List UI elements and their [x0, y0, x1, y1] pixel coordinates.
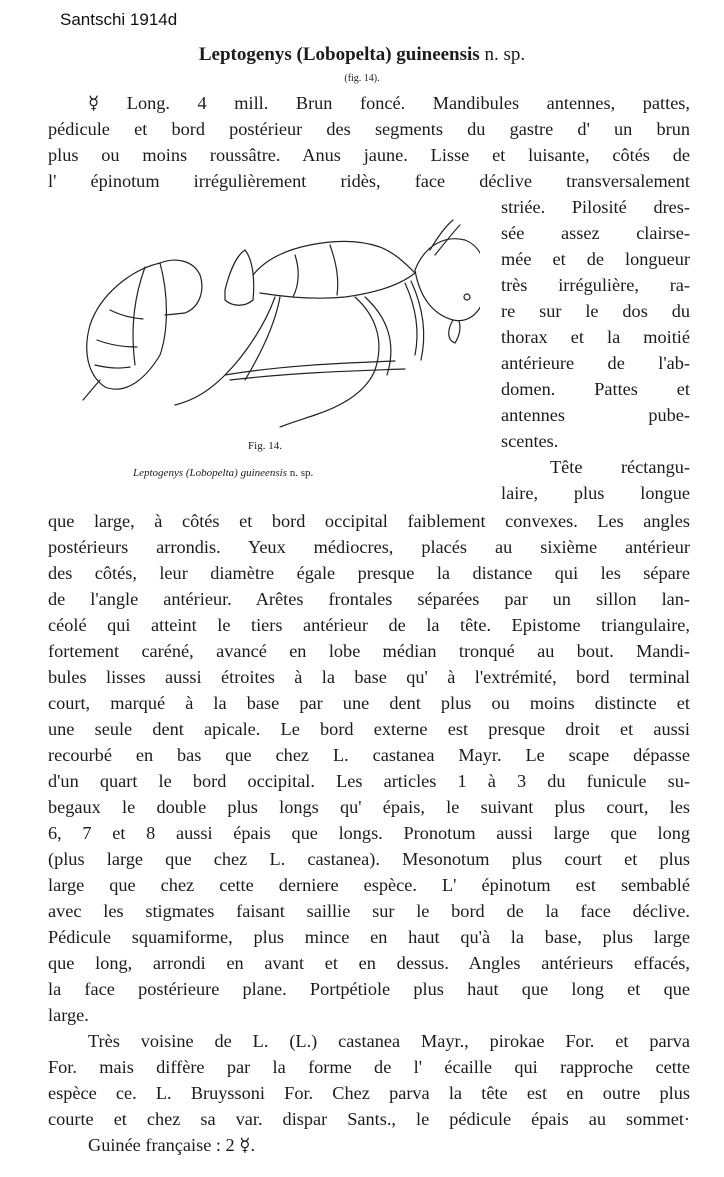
- text-line: espèce ce. L. Bruyssoni For. Chez parva la tête est en outre plus: [48, 1083, 690, 1103]
- text-line: 6, 7 et 8 aussi épais que longs. Pronotum aussi large que long: [48, 823, 690, 843]
- species-title: [0, 44, 724, 66]
- title-species: guineensis: [396, 44, 480, 65]
- text-line: domen. Pattes et: [501, 379, 690, 399]
- gaster-segment-line: [95, 365, 130, 368]
- text-line: mée et de longueur: [501, 249, 690, 269]
- text-line: très irrégulière, ra-: [501, 275, 690, 295]
- title-suffix: n. sp.: [484, 44, 526, 65]
- text-line: une seule dent apicale. Le bord externe est presque droit et aussi: [48, 719, 690, 739]
- figure-caption: [133, 467, 313, 479]
- text-line: l' épinotum irrégulièrement ridès, face déclive transversalement: [48, 171, 690, 191]
- text-line: fortement caréné, avancé en lobe médian tronqué au bout. Mandi-: [48, 641, 690, 661]
- text-line: begaux le double plus longs qu' épais, le suivant plus court, les: [48, 797, 690, 817]
- text-line: que long, arrondi en avant et en dessus. Angles antérieurs effacés,: [48, 953, 690, 973]
- title-subgenus: (Lobopelta): [296, 44, 392, 65]
- text-line: re sur le dos du: [501, 301, 690, 321]
- text-line: postérieurs arrondis. Yeux médiocres, placés au sixième antérieur: [48, 537, 690, 557]
- gaster-segment-line: [97, 340, 137, 347]
- leg-line: [405, 283, 417, 355]
- citation-label: Santschi 1914d: [60, 10, 178, 29]
- text-line: plus ou moins roussâtre. Anus jaune. Lisse et luisante, côtés de: [48, 145, 690, 165]
- text-line: large que chez cette derniere espèce. L' épinotum est sembablé: [48, 875, 690, 895]
- leg-line: [175, 297, 275, 405]
- antenna-line: [435, 225, 460, 255]
- caption-subgenus: (Lobopelta): [185, 467, 238, 479]
- gaster-segment-line: [133, 267, 145, 365]
- text-line: de l'angle antérieur. Arêtes frontales séparées par un sillon lan-: [48, 589, 690, 609]
- text-line: antennes pube-: [501, 405, 690, 425]
- text-line: céolé qui atteint le tiers antérieur de la tête. Epistome triangulaire,: [48, 615, 690, 635]
- text-line: Tête réctangu-: [550, 457, 690, 477]
- text-line: Très voisine de L. (L.) castanea Mayr., pirokae For. et parva: [88, 1031, 690, 1051]
- mesosoma-suture: [330, 245, 338, 295]
- text-line: que large, à côtés et bord occipital faiblement convexes. Les angles: [48, 511, 690, 531]
- text-line: Pédicule squamiforme, plus mince en haut qu'à la base, plus large: [48, 927, 690, 947]
- leg-line: [245, 297, 280, 380]
- ant-illustration: [75, 215, 480, 435]
- text-line: sée assez clairse-: [501, 223, 690, 243]
- petiole-outline: [225, 250, 254, 305]
- text-line: avec les stigmates faisant saillie sur le bord de la face déclive.: [48, 901, 690, 921]
- text-line: thorax et la moitié: [501, 327, 690, 347]
- text-line: antérieure de l'ab-: [501, 353, 690, 373]
- figure-label: Fig. 14.: [248, 440, 282, 452]
- caption-genus: Leptogenys: [133, 467, 184, 479]
- text-line: For. mais diffère par la forme de l' écaille qui rapproche cette: [48, 1057, 690, 1077]
- figure-reference: (fig. 14).: [344, 73, 380, 84]
- text-line: scentes.: [501, 431, 559, 451]
- text-line: ☿ Long. 4 mill. Brun foncé. Mandibules antennes, pattes,: [88, 93, 690, 113]
- gaster-tip: [83, 380, 100, 400]
- title-genus: Leptogenys: [198, 44, 292, 65]
- text-line: la face postérieure plane. Portpétiole plus haut que long et que: [48, 979, 690, 999]
- leg-line: [315, 297, 379, 415]
- text-line: d'un quart le bord occipital. Les articles 1 à 3 du funicule su-: [48, 771, 690, 791]
- text-line: court, marqué à la base par une dent plus ou moins distincte et: [48, 693, 690, 713]
- eye-circle: [464, 294, 470, 300]
- text-line: des côtés, leur diamètre égale presque la distance qui les sépare: [48, 563, 690, 583]
- caption-species: guineensis: [240, 467, 288, 479]
- mesosoma-suture: [293, 255, 298, 297]
- leg-line: [280, 415, 315, 427]
- gaster-segment-line: [110, 310, 143, 319]
- caption-suffix: n. sp.: [289, 467, 314, 479]
- text-line: courte et chez sa var. dispar Sants., le pédicule épais au sommet·: [48, 1109, 690, 1129]
- text-line: recourbé en bas que chez L. castanea Mayr. Le scape dépasse: [48, 745, 690, 765]
- text-line: (plus large que chez L. castanea). Mesonotum plus court et plus: [48, 849, 690, 869]
- text-line: large.: [48, 1005, 89, 1025]
- gaster-outline: [87, 263, 167, 389]
- mesosoma-outline: [253, 241, 415, 298]
- text-line: striée. Pilosité dres-: [501, 197, 690, 217]
- text-line: Guinée française : 2 ☿.: [88, 1135, 256, 1155]
- text-line: bules lisses aussi étroites à la base qu' à l'extrémité, bord terminal: [48, 667, 690, 687]
- text-line: pédicule et bord postérieur des segments du gastre d' un brun: [48, 119, 690, 139]
- mandible-outline: [449, 320, 460, 343]
- text-line: laire, plus longue: [501, 483, 690, 503]
- head-outline: [415, 239, 480, 321]
